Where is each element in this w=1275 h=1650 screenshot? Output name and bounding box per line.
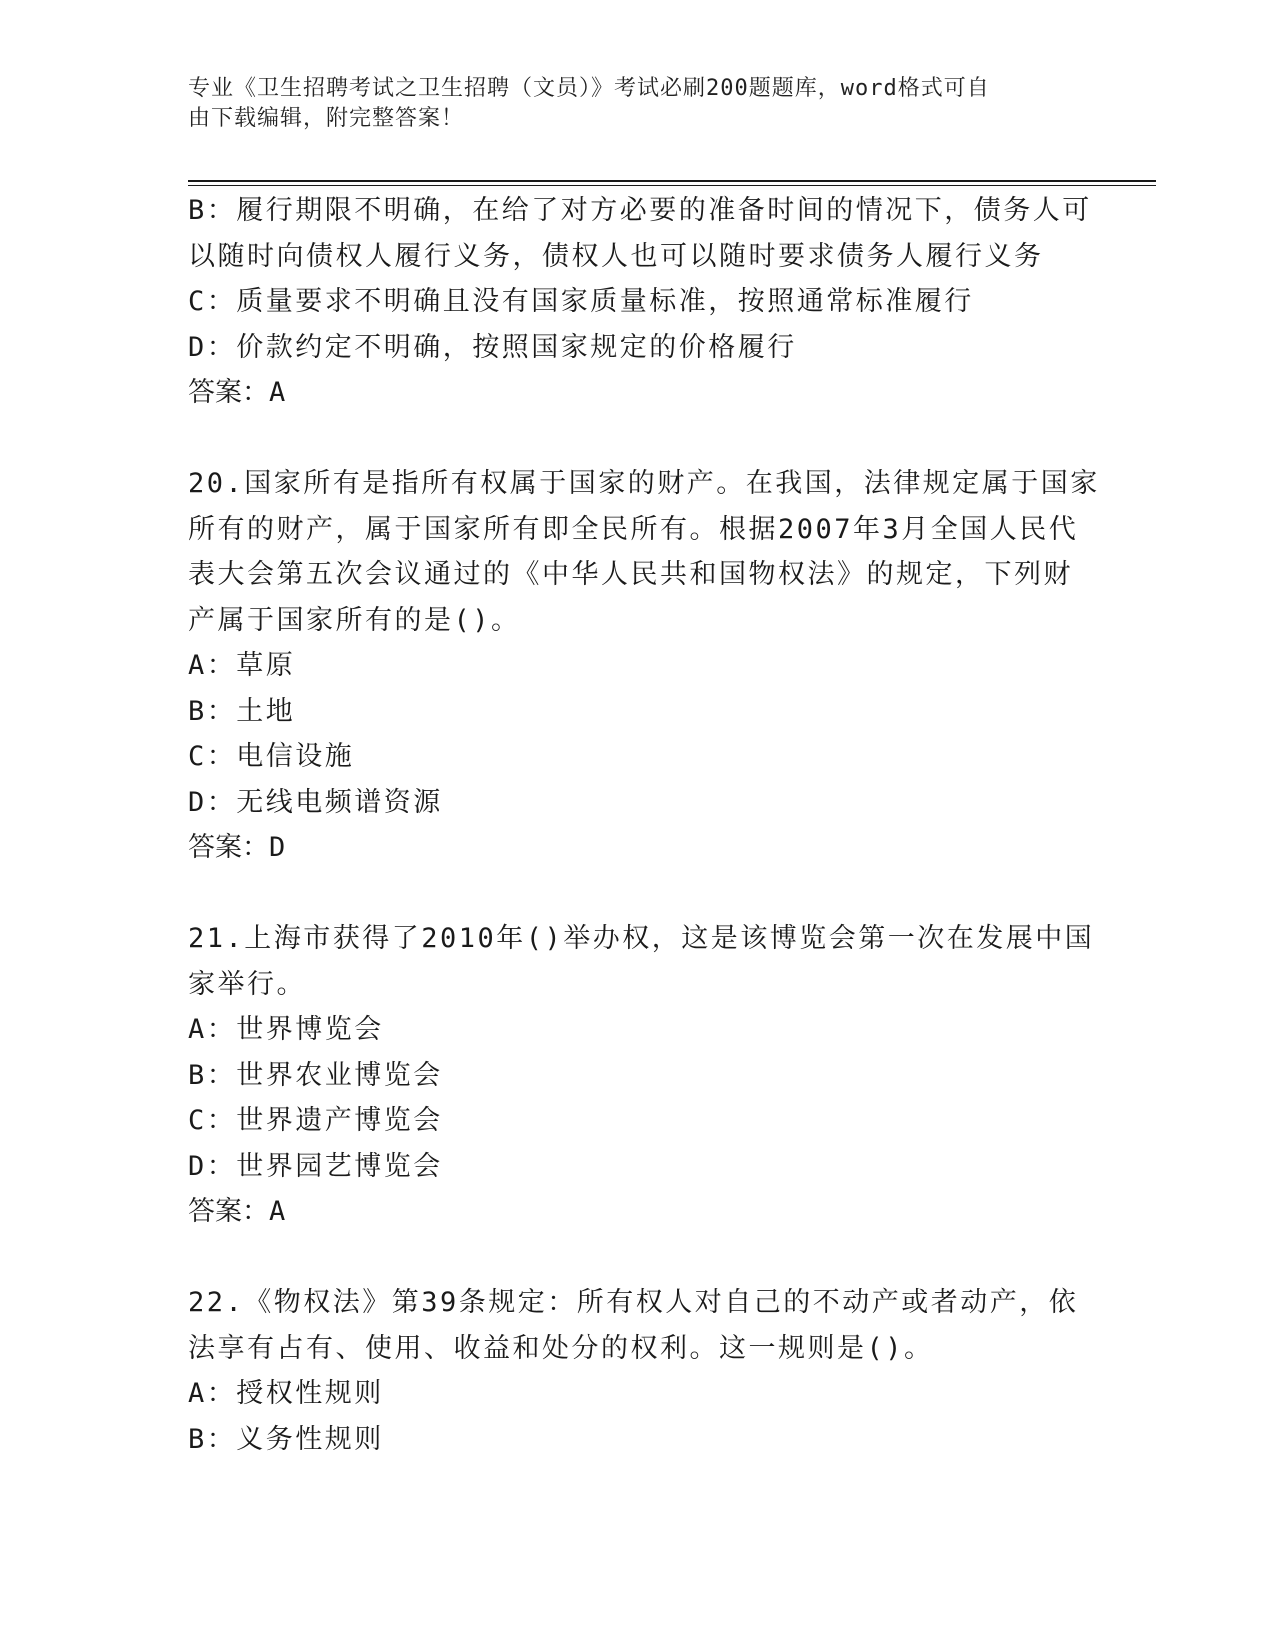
answer-value: D: [269, 832, 288, 863]
text-line: 表大会第五次会议通过的《中华人民共和国物权法》的规定，下列财: [188, 559, 1073, 590]
text-line: B：履行期限不明确，在给了对方必要的准备时间的情况下，债务人可: [188, 195, 1092, 226]
answer-value: A: [269, 377, 288, 408]
answer-label: 答案：: [188, 1196, 269, 1227]
text-line: C：质量要求不明确且没有国家质量标准，按照通常标准履行: [188, 286, 974, 317]
answer-label: 答案：: [188, 377, 269, 408]
text-line: C：电信设施: [188, 741, 355, 772]
text-line: B：义务性规则: [188, 1423, 384, 1455]
text-line: 22.《物权法》第39条规定：所有权人对自己的不动产或者动产，依: [188, 1287, 1079, 1318]
text-line: B：世界农业博览会: [188, 1059, 443, 1091]
text-line: B：土地: [188, 695, 296, 727]
paragraph-gap: [188, 1235, 1088, 1281]
text-line: 家举行。: [188, 968, 306, 1000]
text-line: 法享有占有、使用、收益和处分的权利。这一规则是()。: [188, 1332, 934, 1364]
text-line: 21.上海市获得了2010年()举办权，这是该博览会第一次在发展中国: [188, 923, 1095, 954]
text-line: 产属于国家所有的是()。: [188, 604, 521, 636]
text-line: C：世界遗产博览会: [188, 1105, 443, 1136]
paragraph-gap: [188, 416, 1088, 462]
text-line: A：草原: [188, 650, 296, 681]
text-line: 以随时向债权人履行义务，债权人也可以随时要求债务人履行义务: [188, 240, 1044, 272]
text-line: D：无线电频谱资源: [188, 786, 443, 818]
answer-line: [188, 825, 1088, 871]
header-rule-thin: [188, 185, 1156, 186]
text-line: A：世界博览会: [188, 1014, 384, 1045]
header-rule-thick: [188, 180, 1156, 182]
page-header: [188, 74, 1068, 134]
question-content: [188, 188, 1100, 1462]
text-line: D：价款约定不明确，按照国家规定的价格履行: [188, 331, 797, 363]
answer-value: A: [269, 1196, 288, 1227]
text-line: 所有的财产，属于国家所有即全民所有。根据2007年3月全国人民代: [188, 513, 1079, 545]
answer-line: [188, 370, 1088, 416]
text-line: 20.国家所有是指所有权属于国家的财产。在我国，法律规定属于国家: [188, 468, 1100, 499]
paragraph-gap: [188, 871, 1088, 917]
answer-label: 答案：: [188, 832, 269, 863]
header-line-1: 专业《卫生招聘考试之卫生招聘（文员）》考试必刷200题题库，word格式可自: [188, 76, 990, 101]
header-line-2: 由下载编辑，附完整答案！: [188, 106, 465, 131]
answer-line: [188, 1189, 1088, 1235]
text-line: A：授权性规则: [188, 1378, 384, 1409]
text-line: D：世界园艺博览会: [188, 1150, 443, 1182]
